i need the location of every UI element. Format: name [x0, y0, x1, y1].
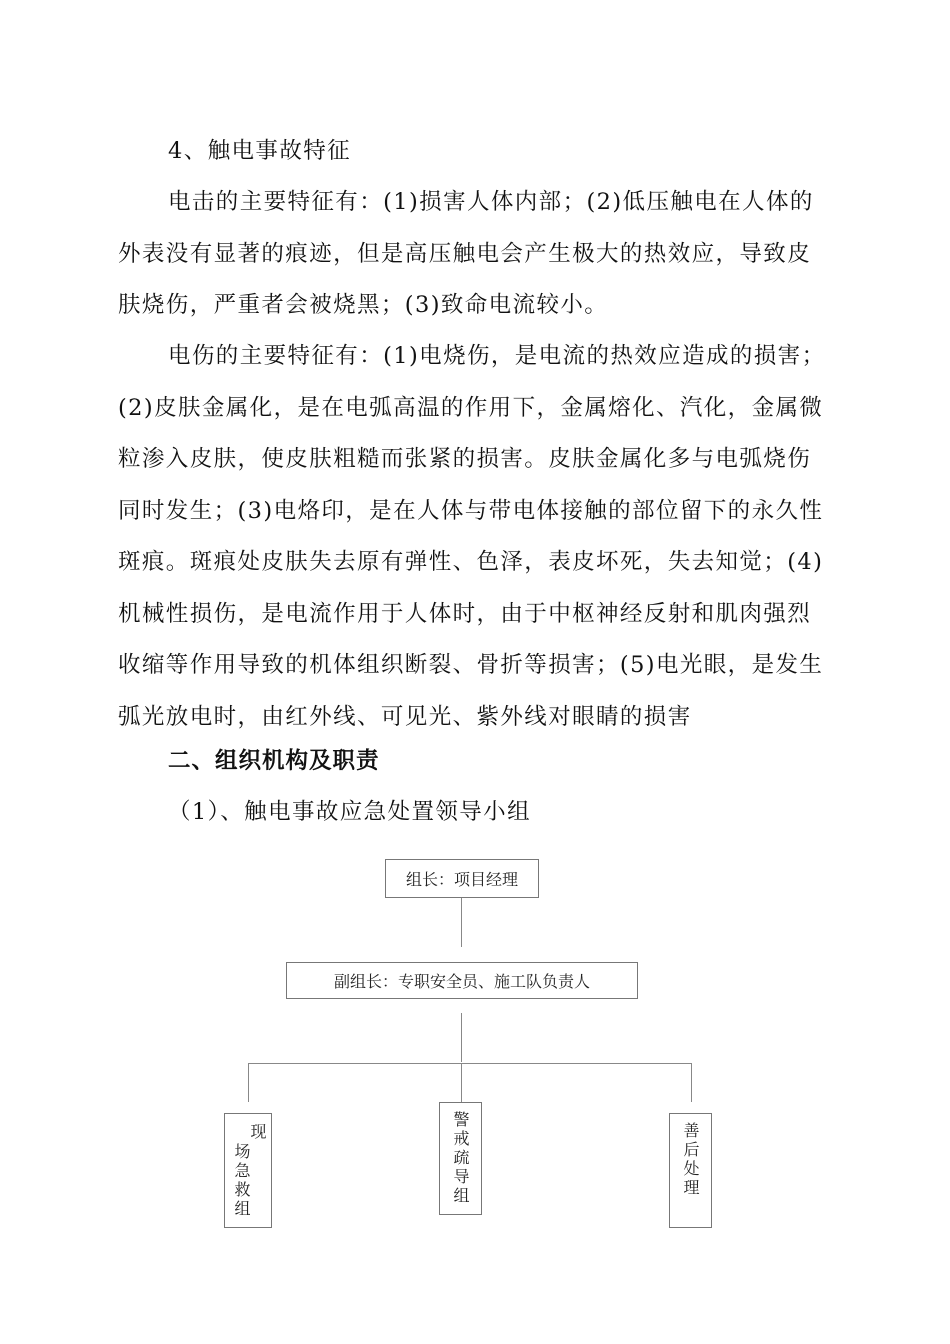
org-box-rescue-group	[224, 1113, 272, 1228]
connector-line	[248, 1063, 692, 1064]
section-heading-4: 4、触电事故特征	[168, 138, 352, 164]
section-title: 二、组织机构及职责	[168, 748, 380, 774]
org-box-rescue-label-a: 现	[248, 1123, 267, 1142]
org-box-guard-label: 警戒疏导组	[451, 1111, 470, 1206]
paragraph-line: 外表没有显著的痕迹，但是高压触电会产生极大的热效应，导致皮	[118, 240, 812, 267]
org-box-guard-group	[439, 1102, 482, 1215]
connector-line	[461, 898, 462, 947]
paragraph-line: 机械性损伤，是电流作用于人体时，由于中枢神经反射和肌肉强烈	[118, 600, 812, 627]
paragraph-line: 斑痕。斑痕处皮肤失去原有弹性、色泽，表皮坏死，失去知觉；(4)	[118, 549, 824, 575]
org-box-deputy: 副组长：专职安全员、施工队负责人	[286, 962, 638, 999]
org-box-aftermath-group	[669, 1113, 712, 1228]
connector-line	[461, 1013, 462, 1062]
paragraph-electric-shock	[118, 177, 853, 332]
paragraph-electric-injury	[118, 331, 853, 743]
paragraph-line: 弧光放电时，由红外线、可见光、紫外线对眼睛的损害	[118, 703, 692, 730]
org-box-aftermath-label: 善后处理	[681, 1122, 700, 1198]
connector-line	[461, 1063, 462, 1102]
connector-line	[691, 1063, 692, 1102]
paragraph-line: 收缩等作用导致的机体组织断裂、骨折等损害；(5)电光眼，是发生	[118, 652, 824, 678]
paragraph-line: (2)皮肤金属化，是在电弧高温的作用下，金属熔化、汽化，金属微	[118, 394, 824, 421]
paragraph-line: 粒渗入皮肤，使皮肤粗糙而张紧的损害。皮肤金属化多与电弧烧伤	[118, 446, 812, 472]
paragraph-line: 电伤的主要特征有：(1)电烧伤，是电流的热效应造成的损害；	[168, 343, 826, 369]
org-box-leader: 组长：项目经理	[385, 859, 539, 898]
connector-line	[248, 1063, 249, 1102]
paragraph-line: 肤烧伤，严重者会被烧黑；(3)致命电流较小。	[118, 292, 609, 318]
paragraph-line: 电击的主要特征有：(1)损害人体内部；(2)低压触电在人体的	[168, 189, 814, 215]
paragraph-line: 同时发生；(3)电烙印，是在人体与带电体接触的部位留下的永久性	[118, 497, 824, 524]
section-subtitle: （1）、触电事故应急处置领导小组	[168, 799, 531, 825]
org-box-rescue-label-b: 场急救组	[232, 1143, 251, 1219]
